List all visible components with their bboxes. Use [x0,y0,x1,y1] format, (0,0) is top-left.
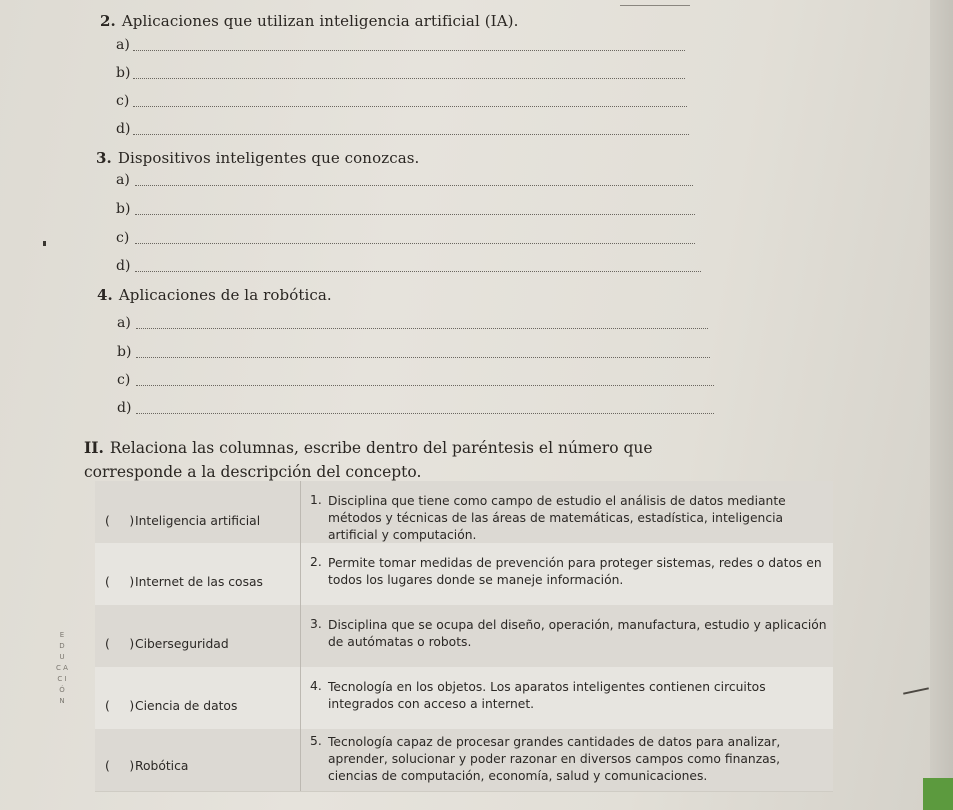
table-row [95,667,833,730]
dotted-line [133,106,687,107]
definition-number: 1. [310,493,322,507]
question-number: 3. [96,149,112,167]
margin-mark [43,241,46,246]
concept-label: Ciencia de datos [135,699,238,713]
dotted-line [135,243,695,244]
concept-label: Inteligencia artificial [135,514,261,528]
answer-parenthesis[interactable]: ( ) [105,637,135,651]
definition-cell [305,543,830,605]
item-letter: c) [117,372,131,388]
question-3-title [96,149,419,167]
definition-cell [305,667,830,729]
table-row [95,481,833,544]
dotted-line [133,134,689,135]
dotted-line [136,328,708,329]
matching-table [95,481,833,791]
dotted-line [133,78,685,79]
answer-line[interactable] [116,172,694,190]
answer-line[interactable] [116,121,690,139]
concept-label: Internet de las cosas [135,575,263,589]
instruction-text: Relaciona las columnas, escribe dentro del paréntesis el número que corresponde a la descripción del concepto. [84,439,653,481]
item-letter: d) [116,121,131,137]
item-letter: b) [117,344,132,360]
concept-label: Ciberseguridad [135,637,229,651]
answer-line[interactable] [117,344,711,362]
item-letter: d) [117,400,132,416]
dotted-line [136,413,714,414]
question-2-title [100,12,518,30]
definition-cell [305,729,830,791]
answer-line[interactable] [117,372,715,390]
definition-cell [305,481,830,543]
dotted-line [136,357,710,358]
question-text: Dispositivos inteligentes que conozcas. [117,149,420,167]
question-number: 4. [97,286,113,304]
concept-cell [95,605,301,667]
definition-text: Tecnología capaz de procesar grandes cantidades de datos para analizar, aprender, solucionar y poder razonar en diversos campos como finanzas, ciencias de computación, economía, salud y comunicaciones. [328,735,781,783]
question-number: 2. [100,12,116,30]
definition-cell [305,605,830,667]
margin-watermark: E D U C A C I Ó N [56,631,68,705]
question-4-title [97,286,332,304]
answer-line[interactable] [116,201,696,219]
answer-parenthesis[interactable]: ( ) [105,759,135,773]
background-corner [923,778,953,810]
section-2-instruction [84,436,744,484]
dotted-line [136,385,714,386]
dotted-line [135,185,693,186]
item-letter: c) [116,93,130,109]
answer-line[interactable] [117,400,715,418]
question-text: Aplicaciones de la robótica. [118,286,332,304]
answer-line[interactable] [116,37,686,55]
definition-number: 4. [310,679,322,693]
answer-line[interactable] [116,230,696,248]
definition-text: Permite tomar medidas de prevención para proteger sistemas, redes o datos en todos los lugares donde se maneje información. [328,556,822,587]
definition-number: 5. [310,734,322,748]
item-letter: a) [116,172,130,188]
page-edge [930,0,953,810]
table-row [95,543,833,606]
item-letter: a) [117,315,131,331]
table-row [95,729,833,792]
answer-line[interactable] [116,258,702,276]
item-letter: a) [116,37,130,53]
answer-line[interactable] [116,65,686,83]
section-number: II. [84,438,104,457]
concept-cell [95,543,301,605]
concept-label: Robótica [135,759,189,773]
item-letter: d) [116,258,131,274]
answer-line[interactable] [116,93,688,111]
definition-number: 3. [310,617,322,631]
definition-number: 2. [310,555,322,569]
answer-line[interactable] [117,315,709,333]
definition-text: Disciplina que se ocupa del diseño, operación, manufactura, estudio y aplicación de autómatas o robots. [328,618,827,649]
item-letter: b) [116,201,131,217]
concept-cell [95,729,301,791]
answer-parenthesis[interactable]: ( ) [105,699,135,713]
question-text: Aplicaciones que utilizan inteligencia artificial (IA). [121,12,519,30]
concept-cell [95,667,301,729]
table-row [95,605,833,668]
item-letter: c) [116,230,130,246]
item-letter: b) [116,65,131,81]
definition-text: Disciplina que tiene como campo de estudio el análisis de datos mediante métodos y técnicas de las áreas de matemáticas, estadística, inteligencia artificial y computación. [328,494,786,542]
dotted-line [135,214,695,215]
answer-parenthesis[interactable]: ( ) [105,575,135,589]
dotted-line [135,271,701,272]
concept-cell [95,481,301,543]
definition-text: Tecnología en los objetos. Los aparatos inteligentes contienen circuitos integrados con acceso a internet. [328,680,766,711]
top-rule [620,5,690,6]
answer-parenthesis[interactable]: ( ) [105,514,135,528]
dotted-line [133,50,685,51]
